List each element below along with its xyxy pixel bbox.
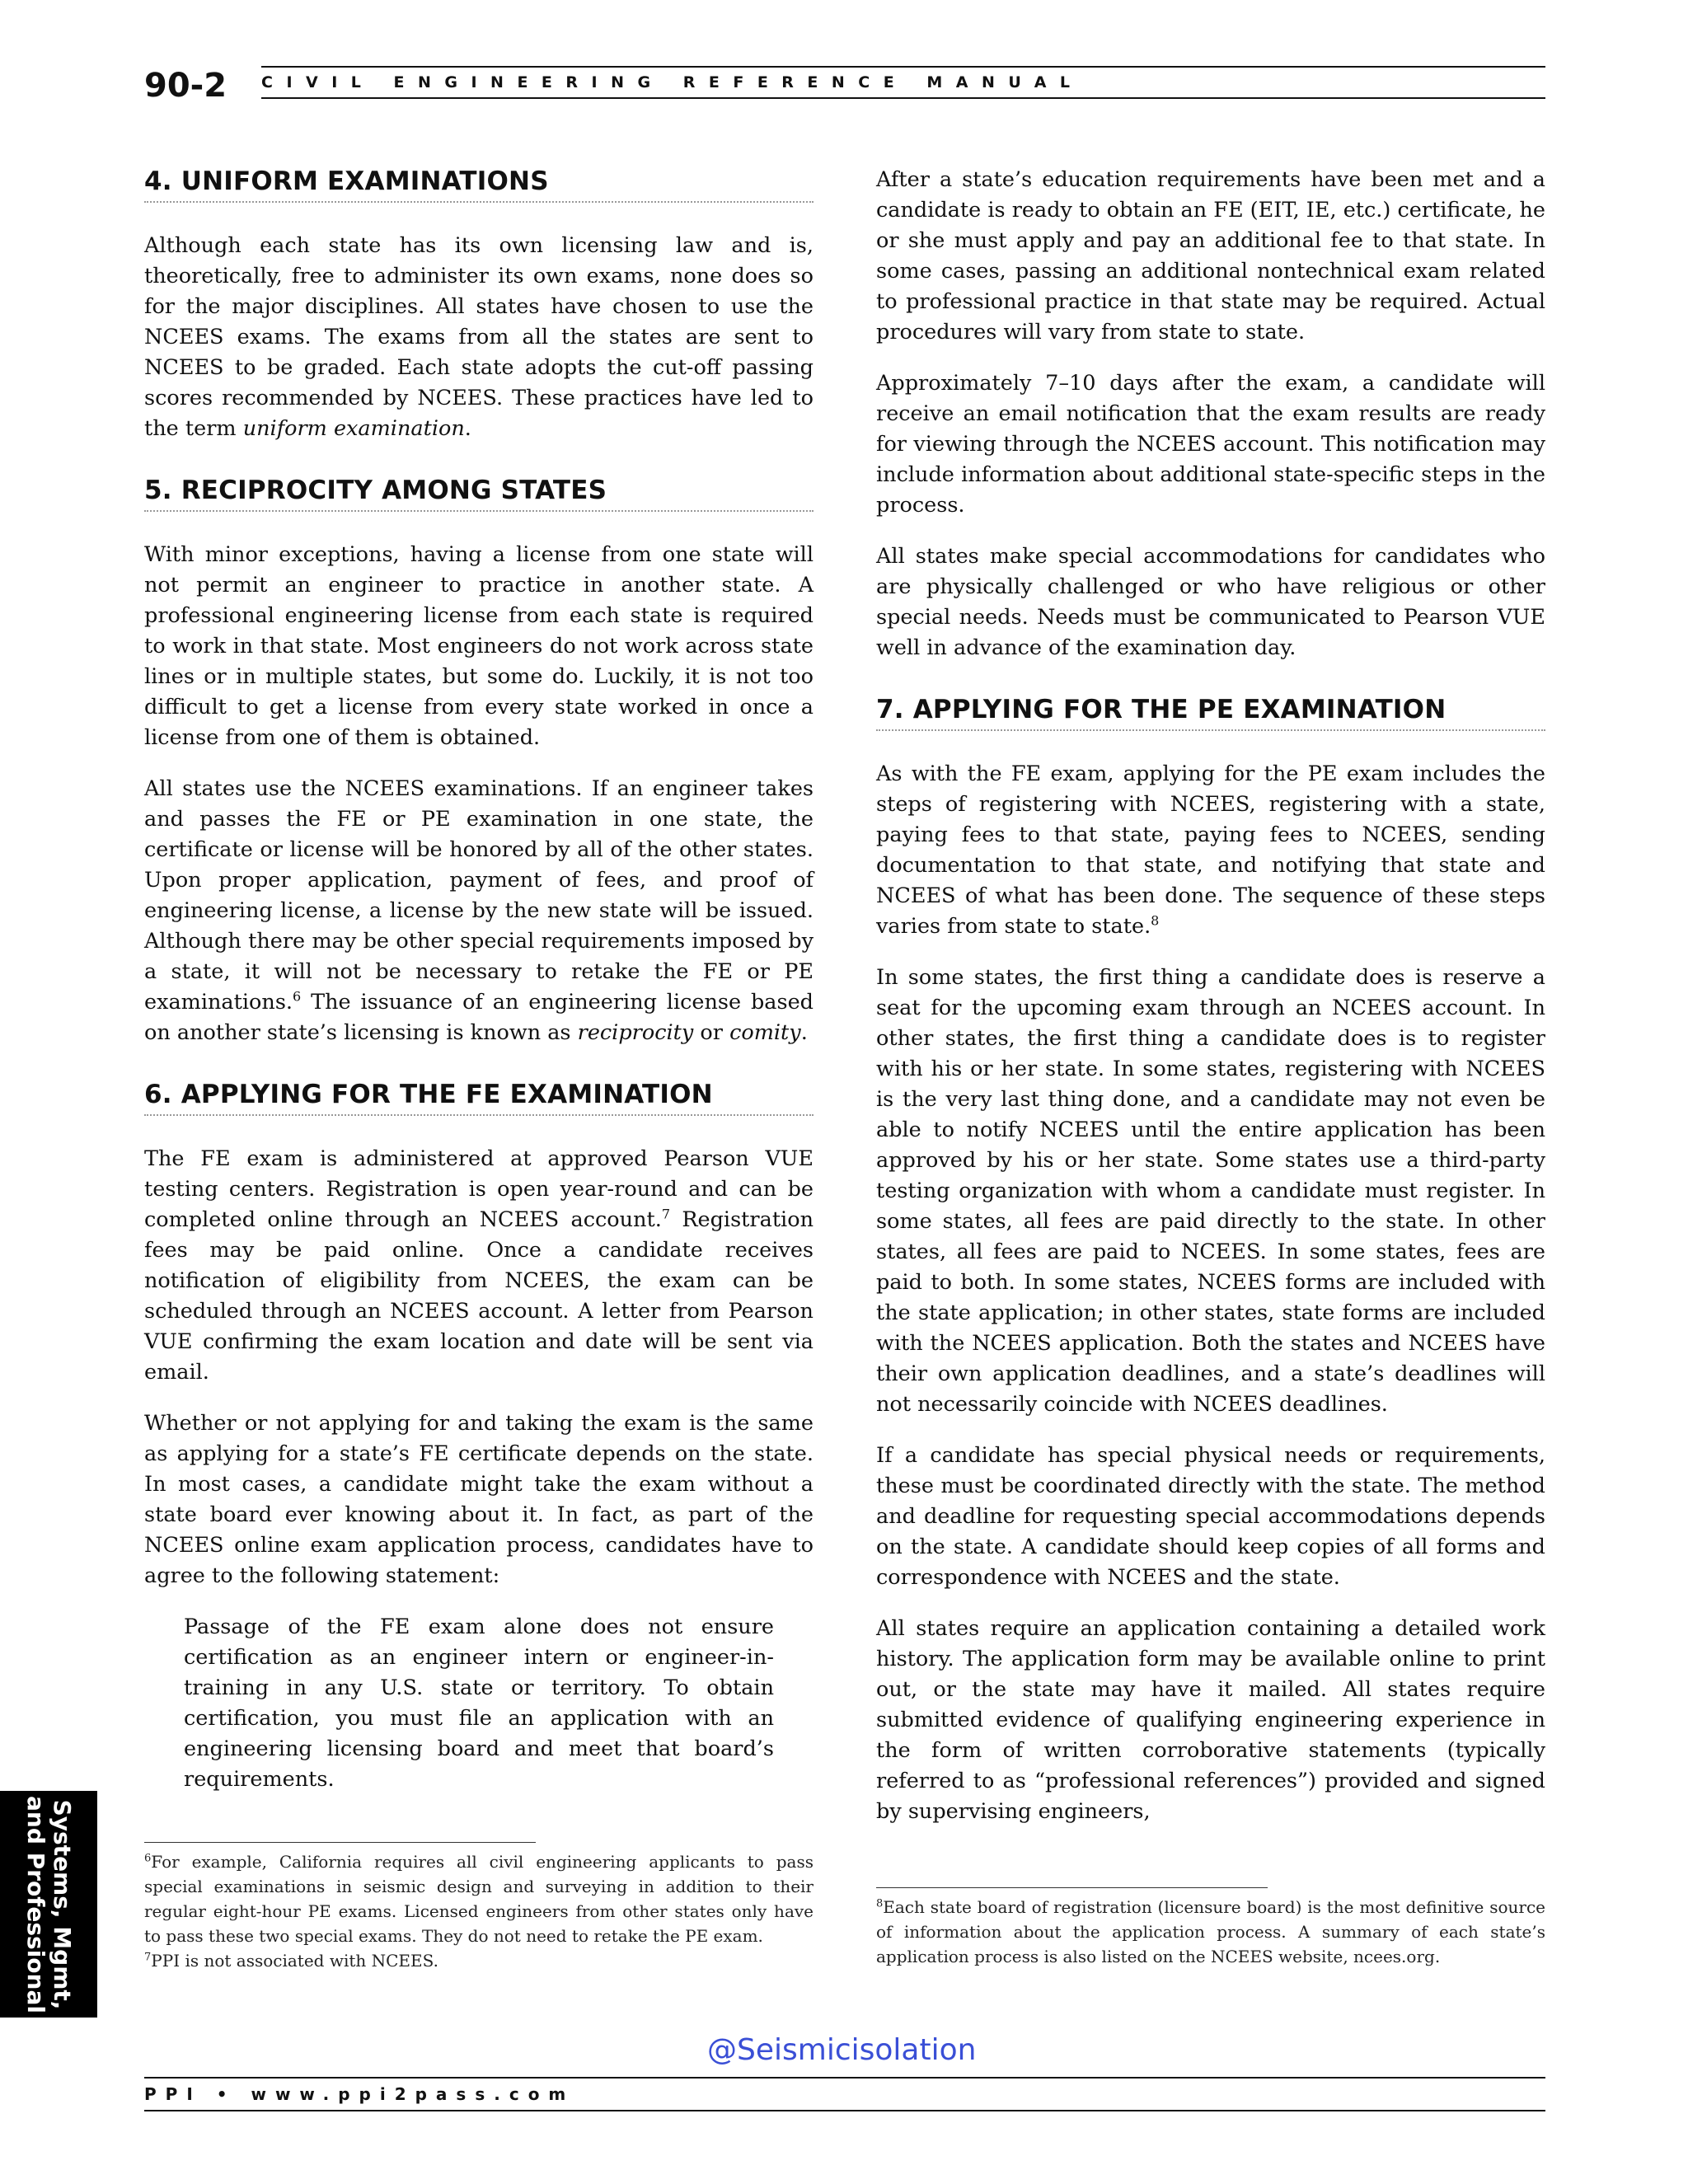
text-run: The issuance of an engineering license based on another state’s licensing is known as (144, 990, 814, 1045)
text-run: . (464, 416, 471, 441)
footnote-number: 6 (144, 1852, 152, 1865)
paragraph: With minor exceptions, having a license from one state will not permit an engineer to practice in another state. A professional engineering license from each state is required to work in that state. Most engineers do not work across state lines or in multiple states, but some do. Luckily, it is not too difficult to get a license from every state worked in once a license from one of them is obtained. (144, 542, 814, 750)
watermark: @Seismicisolation (707, 2033, 977, 2067)
paragraph: Whether or not applying for and taking the exam is the same as applying for a state’s FE certificate depends on the state. In most cases, a candidate might take the exam without a state board ever knowing about it. In fact, as part of the NCEES online exam application process, candidates have to agree to the following statement: (144, 1411, 814, 1588)
right-footnotes (876, 1887, 1545, 1969)
running-title: CIVIL ENGINEERING REFERENCE MANUAL (261, 73, 1084, 91)
side-tab-line: Systems, Mgmt, (49, 1799, 77, 2009)
footnote-text: For example, California requires all civil engineering applicants to pass special examinations in seismic design and surveying in addition to their regular eight-hour PE exams. Licensed engineers from other states only have to pass these two special exams. They do not need to retake the PE exam. (144, 1852, 814, 1946)
header-rule-bottom (261, 97, 1545, 99)
paragraph: If a candidate has special physical needs or requirements, these must be coordinated directly with the state. The method and deadline for requesting special accommodations depends on the state. A candidate should keep copies of all forms and correspondence with NCEES and the state. (876, 1443, 1545, 1590)
section-heading-uniform-examinations: 4. UNIFORM EXAMINATIONS (144, 165, 814, 203)
footnote-7 (144, 1948, 814, 1973)
left-column (144, 165, 814, 1813)
text-run: The FE exam is administered at approved Pearson VUE testing centers. Registration is open year-round and can be completed online through an NCEES account. (144, 1146, 814, 1232)
text-run: All states use the NCEES examinations. If an engineer takes and passes the FE or PE examination in one state, the certificate or license will be honored by all of the other states. Upon proper application, payment of fees, and proof of engineering license, a license by the new state will be issued. Although there may be other special requirements imposed by a state, it will not be necessary to retake the FE or PE examinations. (144, 776, 814, 1015)
paragraph (144, 1144, 814, 1388)
right-column (876, 165, 1545, 1848)
footnote-8 (876, 1895, 1545, 1969)
paragraph: All states require an application containing a detailed work history. The application form may be available online to print out, or the state may have it mailed. All states require submitted evidence of qualifying engineering experience in the form of written corroborative statements (typically referred to as “professional references”) provided and signed by supervising engineers, (876, 1616, 1545, 1824)
paragraph: Approximately 7–10 days after the exam, a candidate will receive an email notification that the exam results are ready for viewing through the NCEES account. This notification may include information about additional state-specific steps in the process. (876, 371, 1545, 518)
footnote-6 (144, 1849, 814, 1948)
footnote-number: 7 (144, 1951, 152, 1964)
italic-term: comity (729, 1020, 801, 1045)
paragraph: All states make special accommodations for candidates who are physically challenged or who have religious or other special needs. Needs must be communicated to Pearson VUE well in advance of the examination day. (876, 544, 1545, 660)
footnote-ref-6[interactable]: 6 (293, 988, 302, 1005)
paragraph: In some states, the first thing a candidate does is reserve a seat for the upcoming exam through an NCEES account. In other states, the first thing a candidate does is to register with his or her state. In some states, registering with NCEES is the very last thing done, and a candidate may not even be able to notify NCEES until the entire application has been approved by his or her state. Some states use a third-party testing organization with whom a candidate must register. In some states, all fees are paid directly to the state. In other states, all fees are paid to NCEES. In some states, fees are paid to both. In some states, NCEES forms are included with the state application; in other states, state forms are included with the NCEES application. Both the states and NCEES have their own application deadlines, and a state’s deadlines will not necessarily coincide with NCEES deadlines. (876, 965, 1545, 1417)
footnote-ref-7[interactable]: 7 (661, 1206, 671, 1222)
footer-rule-top (144, 2077, 1545, 2079)
footnote-rule (876, 1887, 1268, 1888)
footnote-rule (144, 1842, 536, 1843)
footnote-text: PPI is not associated with NCEES. (151, 1951, 438, 1971)
text-run: . (800, 1020, 808, 1045)
text-run: Although each state has its own licensing law and is, theoretically, free to administer its own exams, none does so for the major disciplines. All states have chosen to use the NCEES exams. The exams from all the states are sent to NCEES to be graded. Each state adopts the cut-off passing scores recommended by NCEES. These practices have led to the term (144, 233, 814, 441)
paragraph (144, 231, 814, 444)
italic-term: uniform examination (242, 416, 465, 441)
side-tab-label (22, 1796, 75, 2013)
section-heading-reciprocity: 5. RECIPROCITY AMONG STATES (144, 474, 814, 512)
footnote-ref-8[interactable]: 8 (1151, 912, 1160, 929)
text-run: or (693, 1020, 730, 1045)
text-run: As with the FE exam, applying for the PE exam includes the steps of registering with NCEES, registering with a state, paying fees to that state, paying fees to NCEES, sending documentation to that state, and notifying that state and NCEES of what has been done. The sequence of these steps varies from state to state. (876, 762, 1545, 939)
footer-publisher-url[interactable]: PPI • www.ppi2pass.com (144, 2084, 575, 2104)
side-tab-line: and Professional (22, 1795, 50, 2013)
section-heading-applying-fe: 6. APPLYING FOR THE FE EXAMINATION (144, 1078, 814, 1116)
header-rule-top (261, 66, 1545, 68)
footer-rule-bottom (144, 2110, 1545, 2111)
page-number: 90-2 (144, 67, 227, 105)
footnote-number: 8 (876, 1897, 884, 1910)
paragraph: After a state’s education requirements have been met and a candidate is ready to obtain an FE (EIT, IE, etc.) certificate, he or she must apply and pay an additional fee to that state. In some cases, passing an additional nontechnical exam related to professional practice in that state may be required. Actual procedures will vary from state to state. (876, 167, 1545, 344)
footnote-text: Each state board of registration (licensure board) is the most definitive source of information about the application process. A summary of each state’s application process is also listed on the NCEES website, ncees.org. (876, 1897, 1545, 1966)
side-section-tab (0, 1791, 97, 2018)
text-run: Registration fees may be paid online. Once a candidate receives notification of eligibility from NCEES, the exam can be scheduled through an NCEES account. A letter from Pearson VUE confirming the exam location and date will be sent via email. (144, 1207, 814, 1385)
page-header (144, 66, 1545, 107)
section-heading-applying-pe: 7. APPLYING FOR THE PE EXAMINATION (876, 693, 1545, 731)
left-footnotes (144, 1842, 814, 1973)
paragraph (144, 774, 814, 1048)
italic-term: reciprocity (577, 1020, 694, 1045)
paragraph (876, 759, 1545, 942)
block-quote: Passage of the FE exam alone does not ensure certification as an engineer intern or engineer-in-training in any U.S. state or territory. To obtain certification, you must file an application with an engineering licensing board and meet that board’s requirements. (184, 1615, 774, 1792)
